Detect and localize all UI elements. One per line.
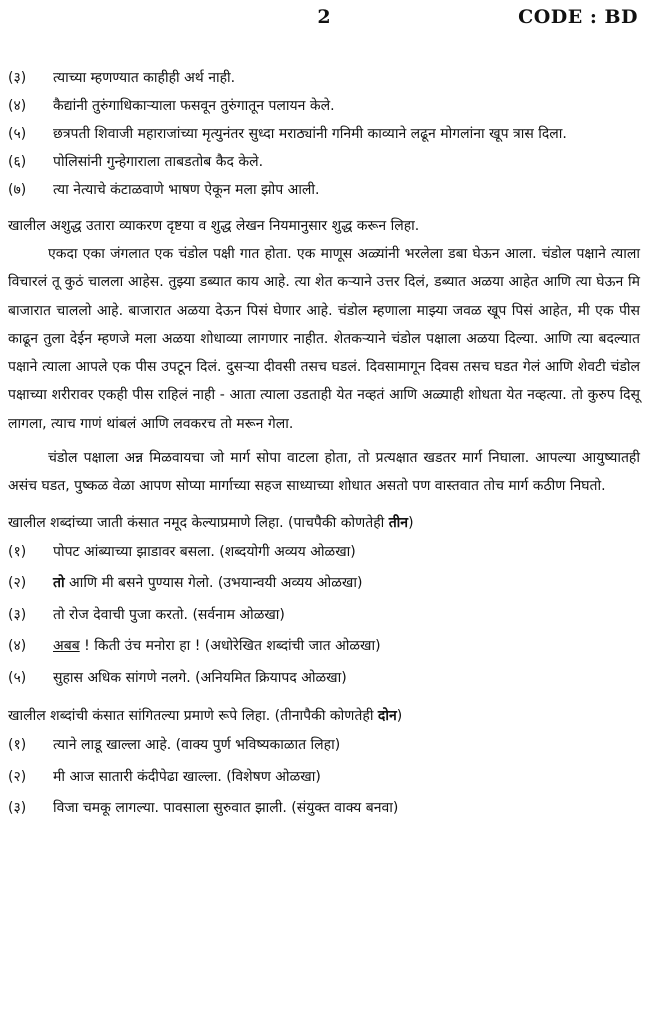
word-forms-section xyxy=(8,702,640,825)
item-text: छत्रपती शिवाजी महाराजांच्या मृत्युनंतर सुध्दा मराठ्यांनी गनिमी काव्याने लढून मोगलांना खूप त्रास दिला. xyxy=(53,126,567,142)
list-item xyxy=(8,600,640,632)
list-item xyxy=(8,92,640,120)
heading-text: खालील शब्दांच्या जाती कंसात नमूद केल्याप्रमाणे लिहा. (पाचपैकी कोणतेही xyxy=(8,514,389,531)
list-item xyxy=(8,176,640,204)
item-text: ! किती उंच मनोरा हा ! (अधोरेखित शब्दांची जात ओळखा) xyxy=(79,638,381,655)
page-number: 2 xyxy=(317,6,331,28)
correction-paragraph-1: एकदा एका जंगलात एक चंडोल पक्षी गात होता. एक माणूस अळ्यांनी भरलेला डबा घेऊन आला. चंडोल पक्षाने त्याला विचारलं तू कुठं चालला आहेस. तुझ्या डब्यात काय आहे. त्या शेत कऱ्याने उत्तर दिलं, डब्यात अळया आहेत आणि त्या घेऊन मि बाजारात चाललो आहे. बाजारात अळया देऊन पिसं घेणार आहे. चंडोल म्हणाला माझ्या जवळ खूप पिसं आहेत, मी एक पीस काढून तुला देईन म्हणजे मला अळया शोधाव्या लागणार नाहीत. शेतकऱ्याने चंडोल पक्षाला अळया दिल्या. आणि त्या बदल्यात पक्षाने त्याला आपले एक पीस उपटून दिलं. दुसऱ्या दीवसी तसच घडलं. दिवसामागून दिवस तसच घडत गेलं आणि शेवटी चंडोल पक्षाच्या शरीरावर एकही पीस राहिलं नाही - आता त्याला उडताही येत नव्हतं आणि अळ्याही शोधता येत नव्हत्या. तो कुरुप दिसू लागला, त्याच गाणं थांबलं आणि लवकरच तो मरून गेला. xyxy=(8,246,640,432)
item-text: सुहास अधिक सांगणे नलगे. (अनियमित क्रियापद ओळखा) xyxy=(53,669,347,686)
correction-section xyxy=(8,212,640,501)
item-number: (५) xyxy=(8,669,27,686)
word-class-heading xyxy=(8,509,640,537)
heading-close: ) xyxy=(408,514,414,531)
list-item xyxy=(8,64,640,92)
word-forms-heading xyxy=(8,702,640,730)
item-number: (७) xyxy=(8,182,27,198)
item-number: (१) xyxy=(8,543,27,560)
item-number: (३) xyxy=(8,606,27,623)
question-list-1 xyxy=(8,64,640,204)
item-text: त्याच्या म्हणण्यात काहीही अर्थ नाही. xyxy=(53,70,236,86)
heading-emphasis: तीन xyxy=(388,514,409,531)
list-item xyxy=(8,568,640,600)
heading-text: खालील शब्दांची कंसात सांगितल्या प्रमाणे रूपे लिहा. (तीनापैकी कोणतेही xyxy=(8,708,378,725)
item-text: आणि मी बसने पुण्यास गेलो. (उभयान्वयी अव्यय ओळखा) xyxy=(64,575,363,592)
item-number: (३) xyxy=(8,800,27,817)
list-item xyxy=(8,631,640,663)
list-item xyxy=(8,537,640,569)
item-text: विजा चमकू लागल्या. पावसाला सुरुवात झाली. (संयुक्त वाक्य बनवा) xyxy=(53,800,399,817)
word-class-section xyxy=(8,509,640,695)
item-text: त्या नेत्याचे कंटाळवाणे भाषण ऐकून मला झोप आली. xyxy=(53,182,320,198)
item-text: कैद्यांनी तुरुंगाधिकाऱ्याला फसवून तुरुंगातून पलायन केले. xyxy=(53,98,335,114)
list-item xyxy=(8,663,640,695)
item-number: (२) xyxy=(8,575,27,592)
item-text: तो रोज देवाची पुजा करतो. (सर्वनाम ओळखा) xyxy=(53,606,285,623)
heading-close: ) xyxy=(396,708,403,725)
item-text: पोपट आंब्याच्या झाडावर बसला. (शब्दयोगी अव्यय ओळखा) xyxy=(53,543,356,560)
item-text: मी आज सातारी कंदीपेढा खाल्ला. (विशेषण ओळखा) xyxy=(53,768,321,785)
item-number: (४) xyxy=(8,638,27,655)
item-number: (३) xyxy=(8,70,27,86)
page-content xyxy=(8,64,640,825)
bold-word: तो xyxy=(53,575,65,592)
heading-emphasis: दोन xyxy=(377,708,397,725)
item-text: त्याने लाडू खाल्ला आहे. (वाक्य पुर्ण भविष्यकाळात लिहा) xyxy=(53,737,341,754)
list-item xyxy=(8,120,640,148)
exam-code: CODE : BD xyxy=(518,6,638,28)
item-number: (५) xyxy=(8,126,27,142)
item-number: (६) xyxy=(8,154,27,170)
correction-heading: खालील अशुद्ध उतारा व्याकरण दृष्टया व शुद्ध लेखन नियमानुसार शुद्ध करून लिहा. xyxy=(8,218,420,234)
item-number: (२) xyxy=(8,768,27,785)
list-item xyxy=(8,762,640,794)
list-item xyxy=(8,793,640,825)
correction-paragraph-2: चंडोल पक्षाला अन्न मिळवायचा जो मार्ग सोपा वाटला होता, तो प्रत्यक्षात खडतर मार्ग निघाला. आपल्या आयुष्यातही असंच घडत, पुष्कळ वेळा आपण सोप्या मार्गाच्या सहज साध्याच्या शोधात असतो पण वास्तवात तोच मार्ग कठीण निघतो. xyxy=(8,450,640,495)
list-item xyxy=(8,148,640,176)
item-number: (१) xyxy=(8,737,27,754)
list-item xyxy=(8,730,640,762)
item-number: (४) xyxy=(8,98,27,114)
underlined-word: अबब xyxy=(53,638,80,655)
item-text: पोलिसांनी गुन्हेगाराला ताबडतोब कैद केले. xyxy=(53,154,264,170)
